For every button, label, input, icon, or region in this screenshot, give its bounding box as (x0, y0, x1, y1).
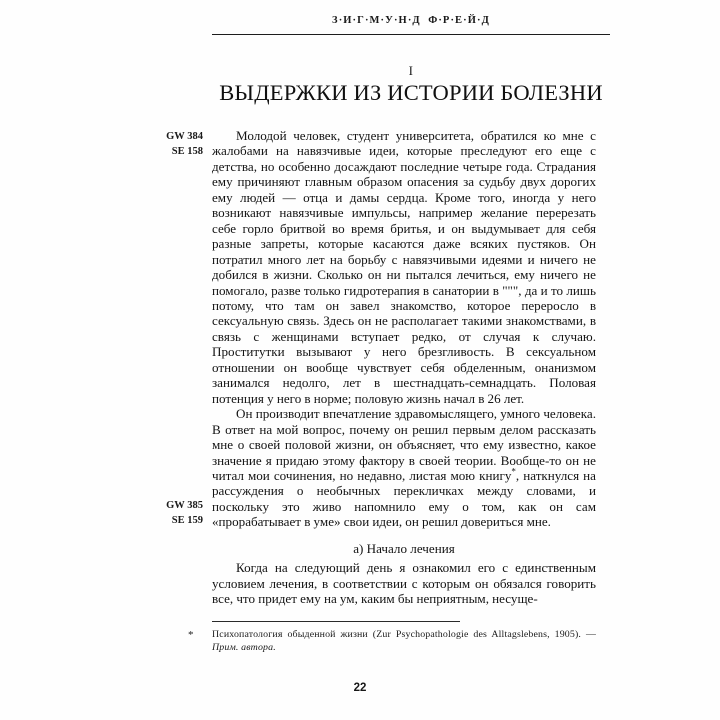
header-divider-rule (212, 34, 610, 35)
margin-note-gw: GW 384 (166, 131, 203, 142)
running-head (212, 14, 610, 28)
body-text-column (212, 128, 596, 607)
body-paragraph: Молодой человек, студент университета, обратился ко мне с жалобами на навязчивые идеи, которые преследуют его еще с детства, но особенно досаждают последние четыре года. Страдания ему причиняют главным образом опасения за судьбу двух дорогих ему людей — отца и дамы сердца. Кроме того, иногда у него возникают навязчивые импульсы, например желание перерезать себе горло бритвой во время бритья, и он выдумывает для себя разные запреты, которые касаются даже всяких пустяков. Он потратил много лет на борьбу с навязчивыми идеями и ничего не добился в жизни. Сколько он ни пытался лечиться, ему ничего не помогало, разве только гидротерапия в санатории в """, да и то лишь потому, что там он завел знакомство, которое переросло в сексуальную связь. Здесь он не располагает такими знакомствами, в связь с женщинами вступает редко, от случая к случаю. Проститутки вызывают у него брезгливость. В сексуальном отношении он вообще чувствует себя обделенным, онанизмом занимался недолго, лет в шестнадцать-семнадцать. Половая потенция у него в норме; половую жизнь начал в 26 лет. (212, 128, 596, 406)
footnote-reference-marker[interactable]: * (511, 466, 516, 477)
section-subheading: а) Начало лечения (353, 540, 455, 556)
running-head-author: З·И·Г·М·У·Н·Д Ф·Р·Е·Й·Д (332, 15, 490, 26)
chapter-number: I (408, 63, 414, 78)
footnote (188, 628, 596, 654)
margin-reference-note (133, 498, 203, 529)
footnote-attribution: Прим. автора. (212, 642, 276, 654)
margin-note-gw: GW 385 (166, 500, 203, 511)
page-number: 22 (353, 682, 367, 694)
footnote-text: Психопатология обыденной жизни (Zur Psychopathologie des Alltagslebens, 1905). — (212, 629, 596, 640)
margin-note-se: SE 159 (171, 515, 203, 527)
body-paragraph (212, 406, 596, 530)
paragraph-text-segment: , наткнулся на рассуждения о необычных перекличках между словами, и поскольку это живо напомнило ему о том, как он сам «прорабатывает в уме» свои идеи, он решил довериться мне. (212, 467, 596, 530)
chapter-title: ВЫДЕРЖКИ ИЗ ИСТОРИИ БОЛЕЗНИ (219, 80, 603, 105)
body-paragraph: Когда на следующий день я ознакомил его с единственным условием лечения, в соответствии с которым он обязался говорить все, что придет ему на ум, каким бы неприятным, несуще- (212, 560, 596, 607)
footnote-marker: * (188, 629, 194, 641)
footnote-body (212, 628, 596, 654)
margin-note-se: SE 158 (171, 146, 203, 158)
paragraph-text-segment: Он производит впечатление здравомыслящего, умного человека. В ответ на мой вопрос, почему он решил первым делом рассказать мне о своей половой жизни, он объясняет, что ему известно, какое значение я придаю этому фактору в своей теории. Вообще-то он не читал мои сочинения, но недавно, листая мою книгу (212, 406, 596, 483)
margin-reference-note (133, 129, 203, 160)
footnote-separator-rule (212, 621, 460, 622)
